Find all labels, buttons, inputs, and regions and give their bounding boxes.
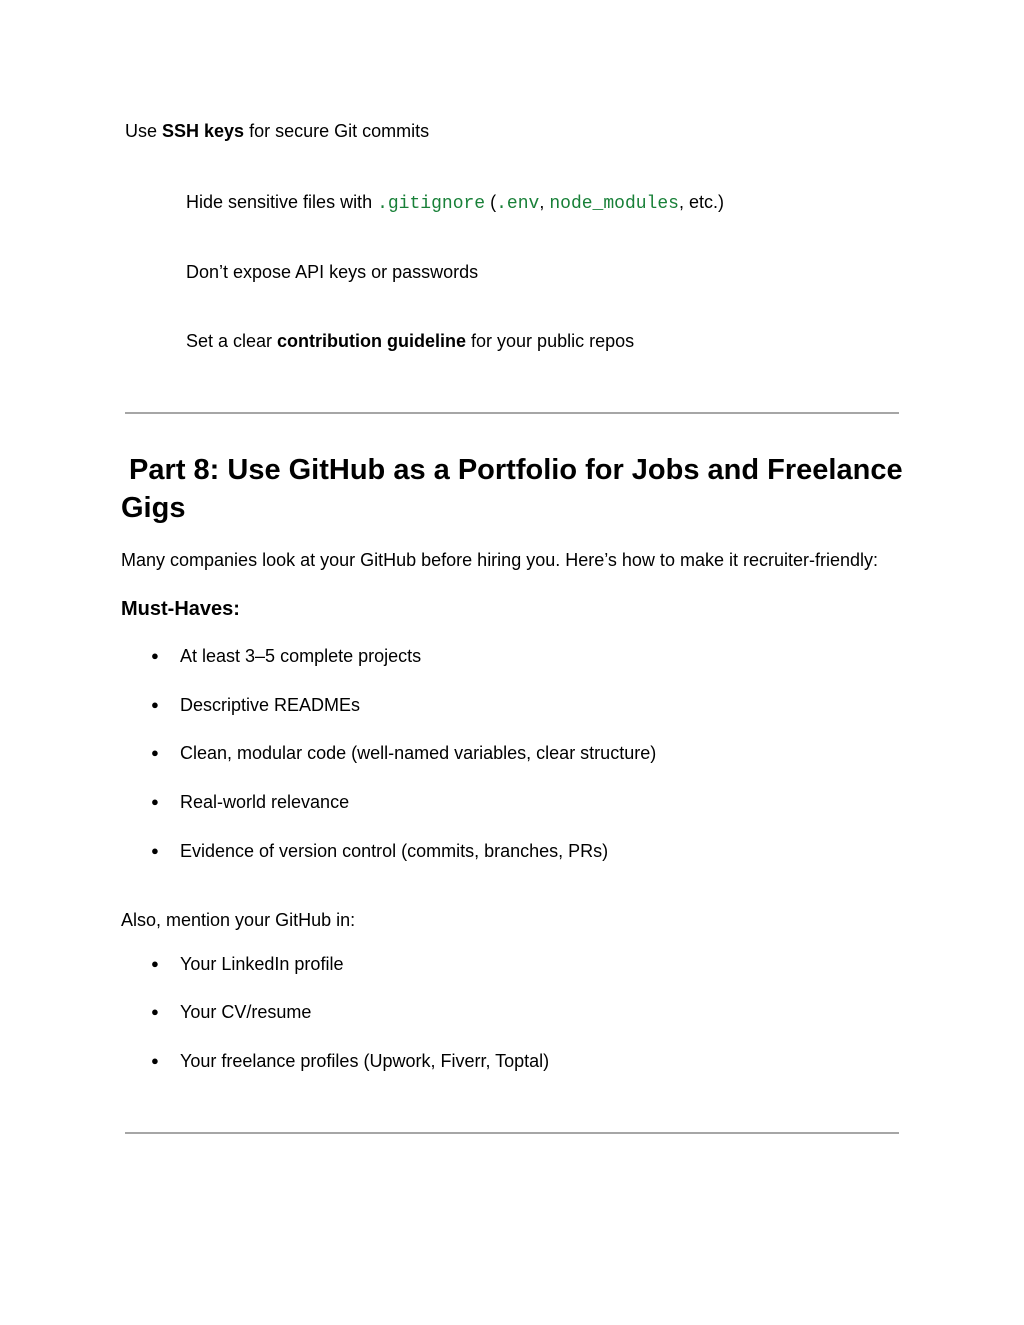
mention-intro: Also, mention your GitHub in: <box>121 910 356 930</box>
tip-emphasis: contribution guideline <box>277 331 467 351</box>
tip-text: ( <box>485 192 497 212</box>
list-item: Real-world relevance <box>180 792 350 812</box>
tip-text: , <box>539 192 550 212</box>
tip-api-keys: Don’t expose API keys or passwords <box>186 262 479 282</box>
section-title-line1: Part 8: Use GitHub as a Portfolio for Jobs and Freelance <box>121 454 903 486</box>
section-divider <box>125 1132 899 1134</box>
tip-emphasis: SSH keys <box>162 121 245 141</box>
tip-text: for your public repos <box>466 331 635 351</box>
section-title-line2: Gigs <box>121 492 186 524</box>
section-intro: Many companies look at your GitHub before hiring you. Here’s how to make it recruiter-friendly: <box>121 550 879 570</box>
tip-text: Set a clear <box>186 331 278 351</box>
section-divider <box>125 412 899 414</box>
tip-text: for secure Git commits <box>244 121 430 141</box>
tip-text: , etc.) <box>678 192 724 212</box>
tip-text: Use <box>125 121 163 141</box>
bullet-icon: ● <box>151 1053 159 1068</box>
bullet-icon: ● <box>151 843 159 858</box>
tip-contribution <box>186 330 634 352</box>
list-item: At least 3–5 complete projects <box>180 646 422 666</box>
bullet-icon: ● <box>151 697 159 712</box>
bullet-icon: ● <box>151 648 159 663</box>
tip-gitignore <box>186 191 724 215</box>
bullet-icon: ● <box>151 1004 159 1019</box>
must-haves-heading: Must-Haves: <box>121 598 240 620</box>
list-item: Your LinkedIn profile <box>180 954 344 974</box>
inline-code: node_modules <box>549 194 679 214</box>
tip-ssh-keys <box>125 120 429 142</box>
list-item: Descriptive READMEs <box>180 695 361 715</box>
bullet-icon: ● <box>151 956 159 971</box>
list-item: Evidence of version control (commits, branches, PRs) <box>180 841 609 861</box>
inline-code: .env <box>496 194 540 214</box>
bullet-icon: ● <box>151 745 159 760</box>
list-item: Your CV/resume <box>180 1002 312 1022</box>
bullet-icon: ● <box>151 794 159 809</box>
inline-code: .gitignore <box>377 194 486 214</box>
list-item: Clean, modular code (well-named variables, clear structure) <box>180 743 657 763</box>
tip-text: Hide sensitive files with <box>186 192 378 212</box>
list-item: Your freelance profiles (Upwork, Fiverr, Toptal) <box>180 1051 550 1071</box>
